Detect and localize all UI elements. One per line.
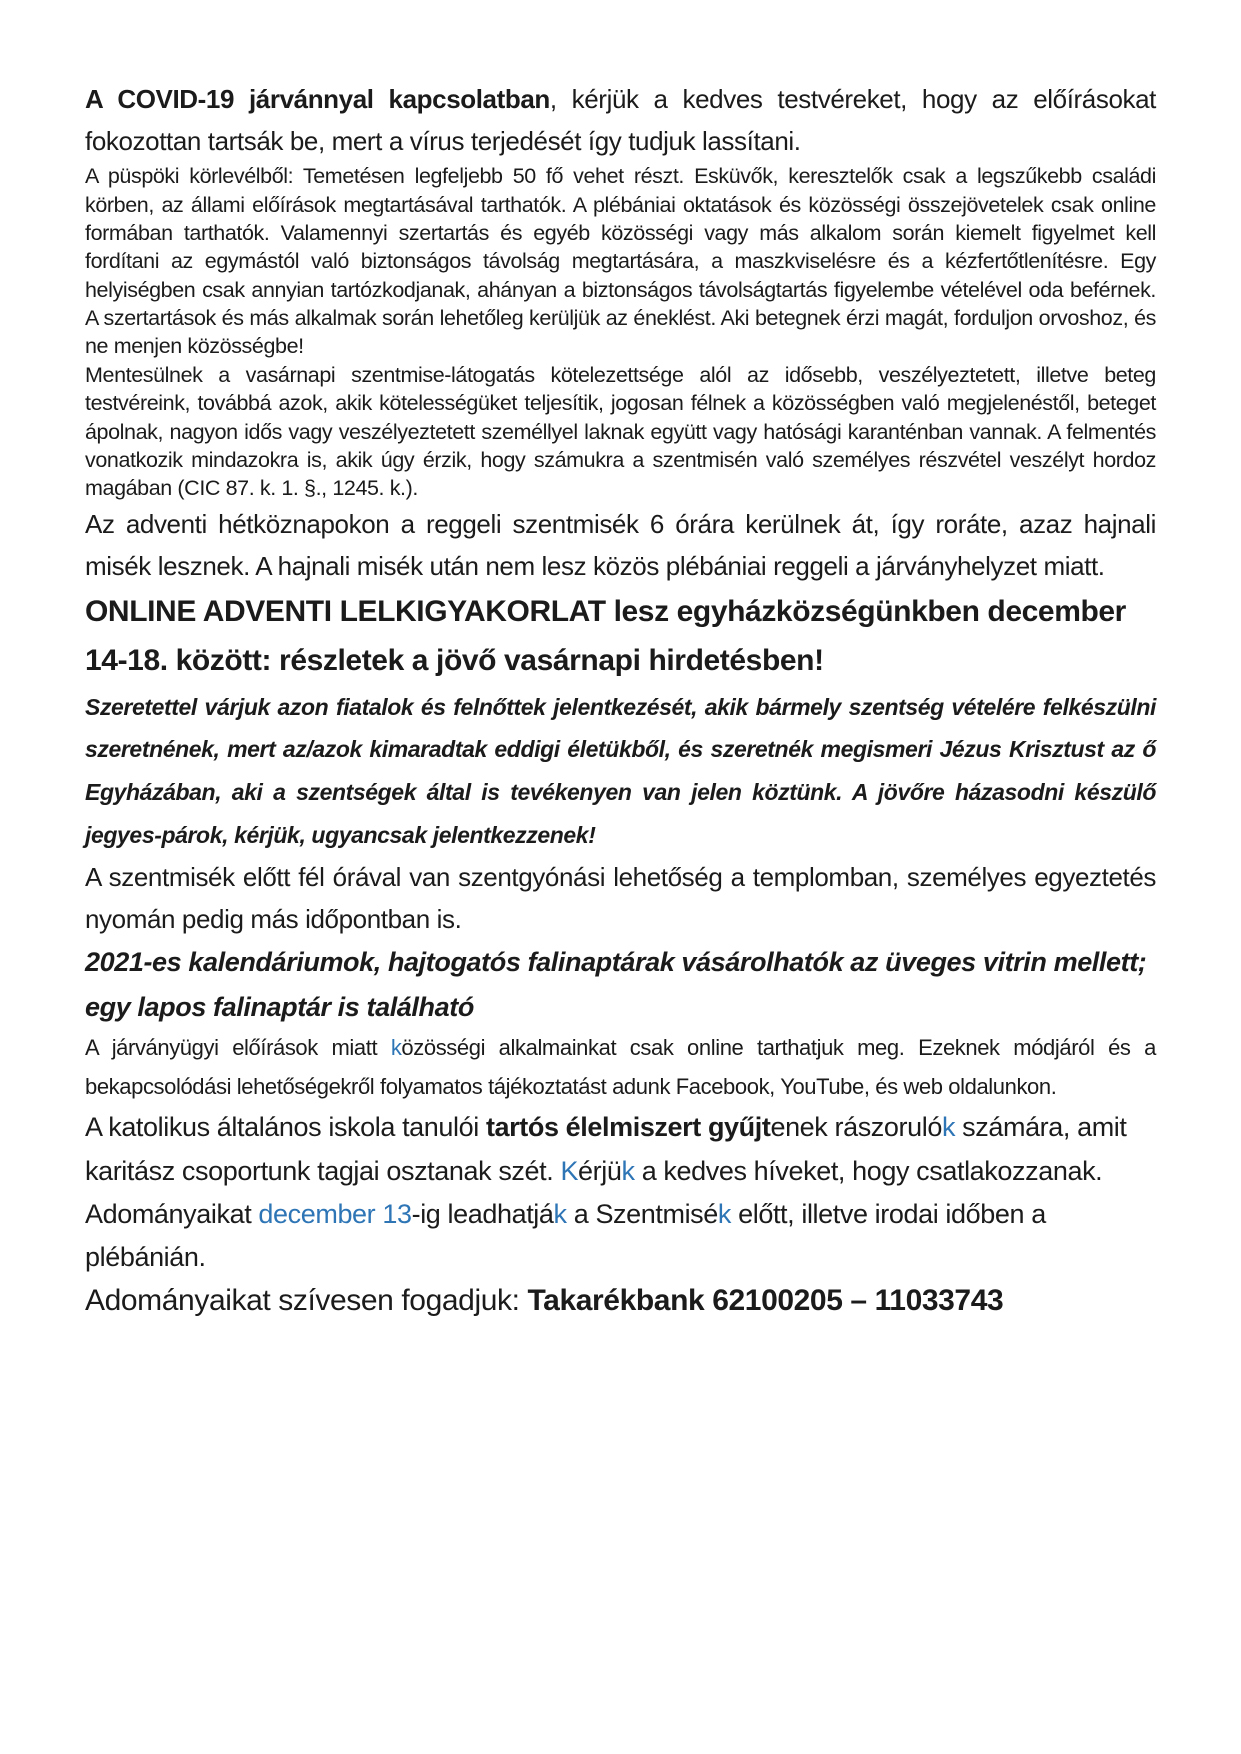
text-run: Takarékbank 62100205 – 11033743	[527, 1284, 1004, 1318]
paragraph-advent-weekday-masses: Az adventi hétköznapokon a reggeli szentmisék 6 órára kerülnek át, így roráte, azaz hajnali misék lesznek. A hajnali misék után nem lesz közös plébániai reggeli a járványhelyzet miatt.	[85, 508, 1156, 581]
paragraph-food-collection	[85, 1106, 1156, 1279]
text-run: a kedves híveket, hogy csatlakozzanak. Adományaikat	[85, 1155, 1103, 1229]
text-run: k	[621, 1155, 635, 1186]
subheading-calendars: 2021-es kalendáriumok, hajtogatós falinaptárak vásárolhatók az üveges vitrin mellett; egy lapos falinaptár is található	[85, 947, 1147, 1022]
heading-online-retreat: ONLINE ADVENTI LELKIGYAKORLAT lesz egyházközségünkben december 14-18. között: részletek a jövő vasárnapi hirdetésben!	[85, 594, 1126, 678]
text-run: özösségi alkalmainkat csak online tarthatjuk meg. Ezeknek módjáról és a bekapcsolódási lehetőségekről folyamatos tájékoztatást adunk Facebook, YouTube, és web oldalunkon.	[85, 1035, 1156, 1099]
paragraph-confession-times: A szentmisék előtt fél órával van szentgyónási lehetőség a templomban, személyes egyeztetés nyomán pedig más időpontban is.	[85, 862, 1156, 935]
text-run: számára, amit karitász csoportunk tagjai osztanak szét.	[85, 1112, 1127, 1186]
text-run: A COVID-19 járvánnyal kapcsolatban	[85, 84, 550, 114]
text-run: K	[560, 1155, 579, 1186]
text-run: A járványügyi előírások miatt	[85, 1035, 391, 1061]
text-run: a Szentmisé	[566, 1198, 718, 1229]
text-run: k	[553, 1198, 567, 1229]
text-run: k	[390, 1035, 402, 1061]
text-run: k	[717, 1198, 732, 1229]
paragraph-online-community-notice	[85, 1029, 1156, 1106]
text-run: érjü	[578, 1155, 622, 1186]
text-run: enek rászoruló	[770, 1112, 942, 1143]
text-run: december 13	[258, 1198, 412, 1229]
text-run: A katolikus általános iskola tanulói	[85, 1112, 486, 1143]
paragraph-covid-intro	[85, 78, 1156, 162]
paragraph-donations-bank-account	[85, 1279, 1156, 1323]
paragraph-mass-exemption: Mentesülnek a vasárnapi szentmise-látogatás kötelezettsége alól az idősebb, veszélyeztetett, illetve beteg testvéreink, továbbá azok, akik kötelességüket teljesítik, jogosan félnek a közösségben való megjelenéstől, beteget ápolnak, nagyon idős vagy veszélyeztetett személlyel laknak együtt vagy hatósági karanténban vannak. A felmentés vonatkozik mindazokra is, akik úgy érzik, hogy számukra a szentmisén való személyes részvétel veszélyt hordoz magában (CIC 87. k. 1. §., 1245. k.).	[85, 362, 1156, 501]
paragraph-sacrament-signup: Szeretettel várjuk azon fiatalok és felnőttek jelentkezését, akik bármely szentség vételére felkészülni szeretnének, mert az/azok kimaradtak eddigi életükből, és szeretnék megismeri Jézus Krisztust az ő Egyházában, aki a szentségek által is tevékenyen van jelen köztünk. A jövőre házasodni készülő jegyes-párok, kérjük, ugyancsak jelentkezzenek!	[85, 693, 1156, 848]
text-run: Adományaikat szívesen fogadjuk:	[85, 1284, 528, 1318]
text-run: k	[941, 1112, 956, 1143]
paragraph-bishop-circular: A püspöki körlevélből: Temetésen legfeljebb 50 fő vehet részt. Esküvők, keresztelők csak a legszűkebb családi körben, az állami előírások megtartásával tarthatók. A plébániai oktatások és közösségi összejövetelek csak online formában tarthatók. Valamennyi szertartás és egyéb közösségi vagy más alkalom során kiemelt figyelmet kell fordítani az egymástól való biztonságos távolság megtartására, a maszkviselésre és a kézfertőtlenítésre. Egy helyiségben csak annyian tartózkodjanak, ahányan a biztonságos távolságtartás figyelembe vételével oda beférnek. A szertartások és más alkalmak során lehetőleg kerüljük az éneklést. Aki betegnek érzi magát, forduljon orvoshoz, és ne menjen közösségbe!	[85, 164, 1156, 359]
text-run: tartós élelmiszert gyűjt	[485, 1112, 771, 1143]
text-run: -ig leadhatjá	[411, 1198, 554, 1229]
text-run: előtt, illetve irodai időben a plébánián.	[85, 1198, 1046, 1272]
text-run: , kérjük a kedves testvéreket, hogy az előírásokat fokozottan tartsák be, mert a vírus terjedését így tudjuk lassítani.	[85, 84, 1156, 157]
